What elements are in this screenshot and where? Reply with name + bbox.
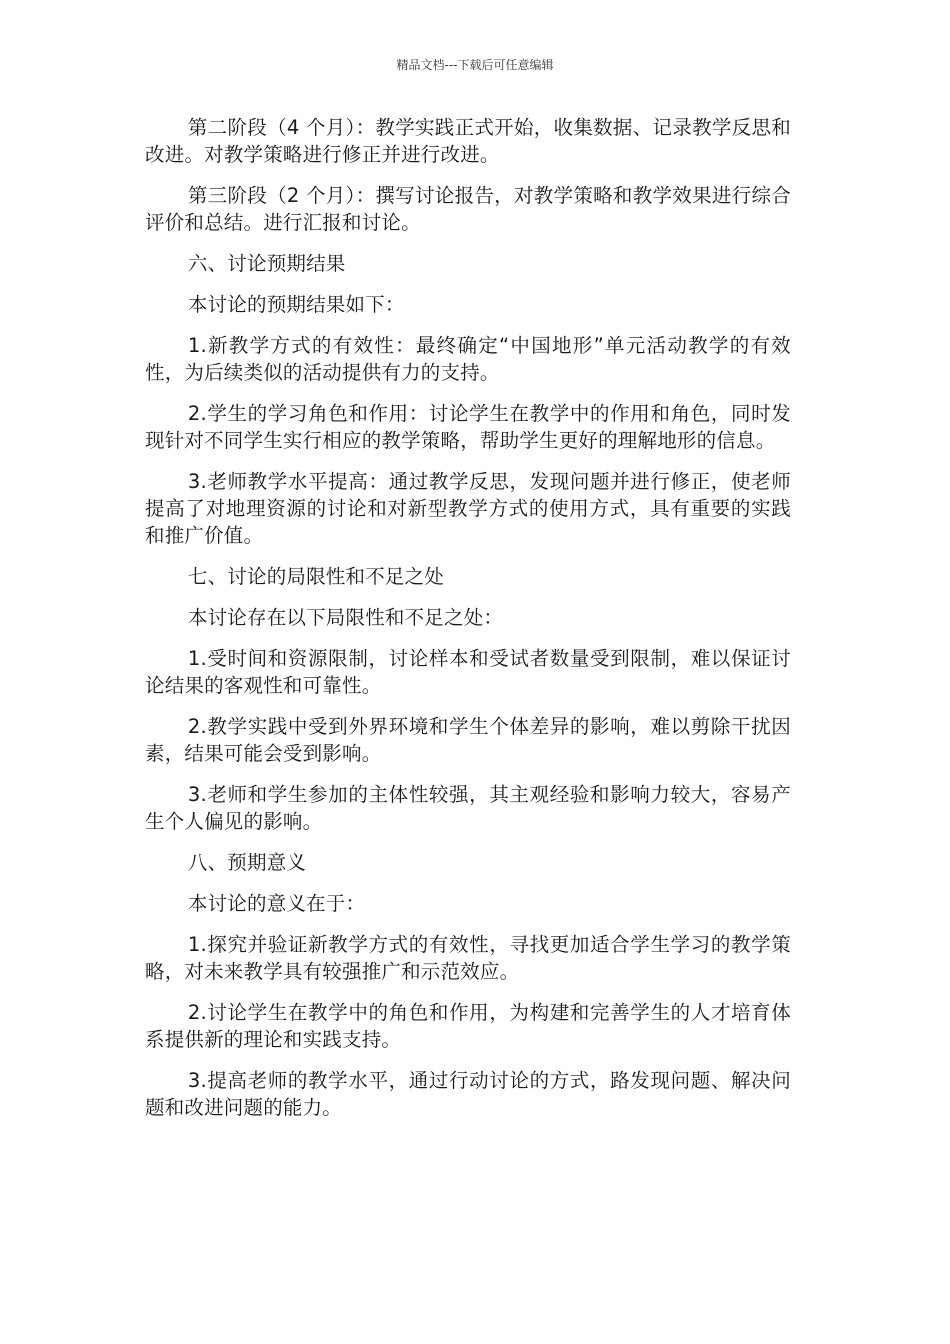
document-body [145, 114, 791, 1135]
section-heading-limitations: 七、讨论的局限性和不足之处 [187, 565, 444, 588]
paragraph-significance-intro: 本讨论的意义在于： [187, 892, 366, 915]
section-heading-significance: 八、预期意义 [187, 851, 307, 874]
list-item-limitation-3: 3.老师和学生参加的主体性较强，其主观经验和影响力较大，容易产生个人偏见的影响。 [145, 783, 791, 833]
list-item-result-2: 2.学生的学习角色和作用：讨论学生在教学中的作用和角色，同时发现针对不同学生实行相应的教学策略，帮助学生更好的理解地形的信息。 [145, 402, 791, 452]
list-item-limitation-2: 2.教学实践中受到外界环境和学生个体差异的影响，难以剪除干扰因素，结果可能会受到影响。 [145, 715, 791, 765]
list-item-significance-2: 2.讨论学生在教学中的角色和作用，为构建和完善学生的人才培育体系提供新的理论和实践支持。 [145, 1001, 791, 1051]
section-heading-expected-results: 六、讨论预期结果 [187, 252, 346, 275]
paragraph-limitations-intro: 本讨论存在以下局限性和不足之处： [187, 606, 504, 629]
paragraph-results-intro: 本讨论的预期结果如下： [187, 293, 405, 316]
list-item-significance-3: 3.提高老师的教学水平，通过行动讨论的方式，路发现问题、解决问题和改进问题的能力。 [145, 1069, 791, 1119]
paragraph-stage-three: 第三阶段（2 个月）：撰写讨论报告，对教学策略和教学效果进行综合评价和总结。进行汇报和讨论。 [145, 184, 791, 234]
list-item-significance-1: 1.探究并验证新教学方式的有效性，寻找更加适合学生学习的教学策略，对未来教学具有较强推广和示范效应。 [145, 933, 791, 983]
list-item-limitation-1: 1.受时间和资源限制，讨论样本和受试者数量受到限制，难以保证讨论结果的客观性和可靠性。 [145, 647, 791, 697]
page-header: 精品文档---下载后可任意编辑 [396, 58, 554, 72]
list-item-result-3: 3.老师教学水平提高：通过教学反思，发现问题并进行修正，使老师提高了对地理资源的讨论和对新型教学方式的使用方式，具有重要的实践和推广价值。 [145, 470, 791, 547]
paragraph-stage-two: 第二阶段（4 个月）：教学实践正式开始，收集数据、记录教学反思和改进。对教学策略进行修正并进行改进。 [145, 116, 791, 166]
list-item-result-1: 1.新教学方式的有效性：最终确定“中国地形”单元活动教学的有效性，为后续类似的活动提供有力的支持。 [145, 334, 791, 384]
